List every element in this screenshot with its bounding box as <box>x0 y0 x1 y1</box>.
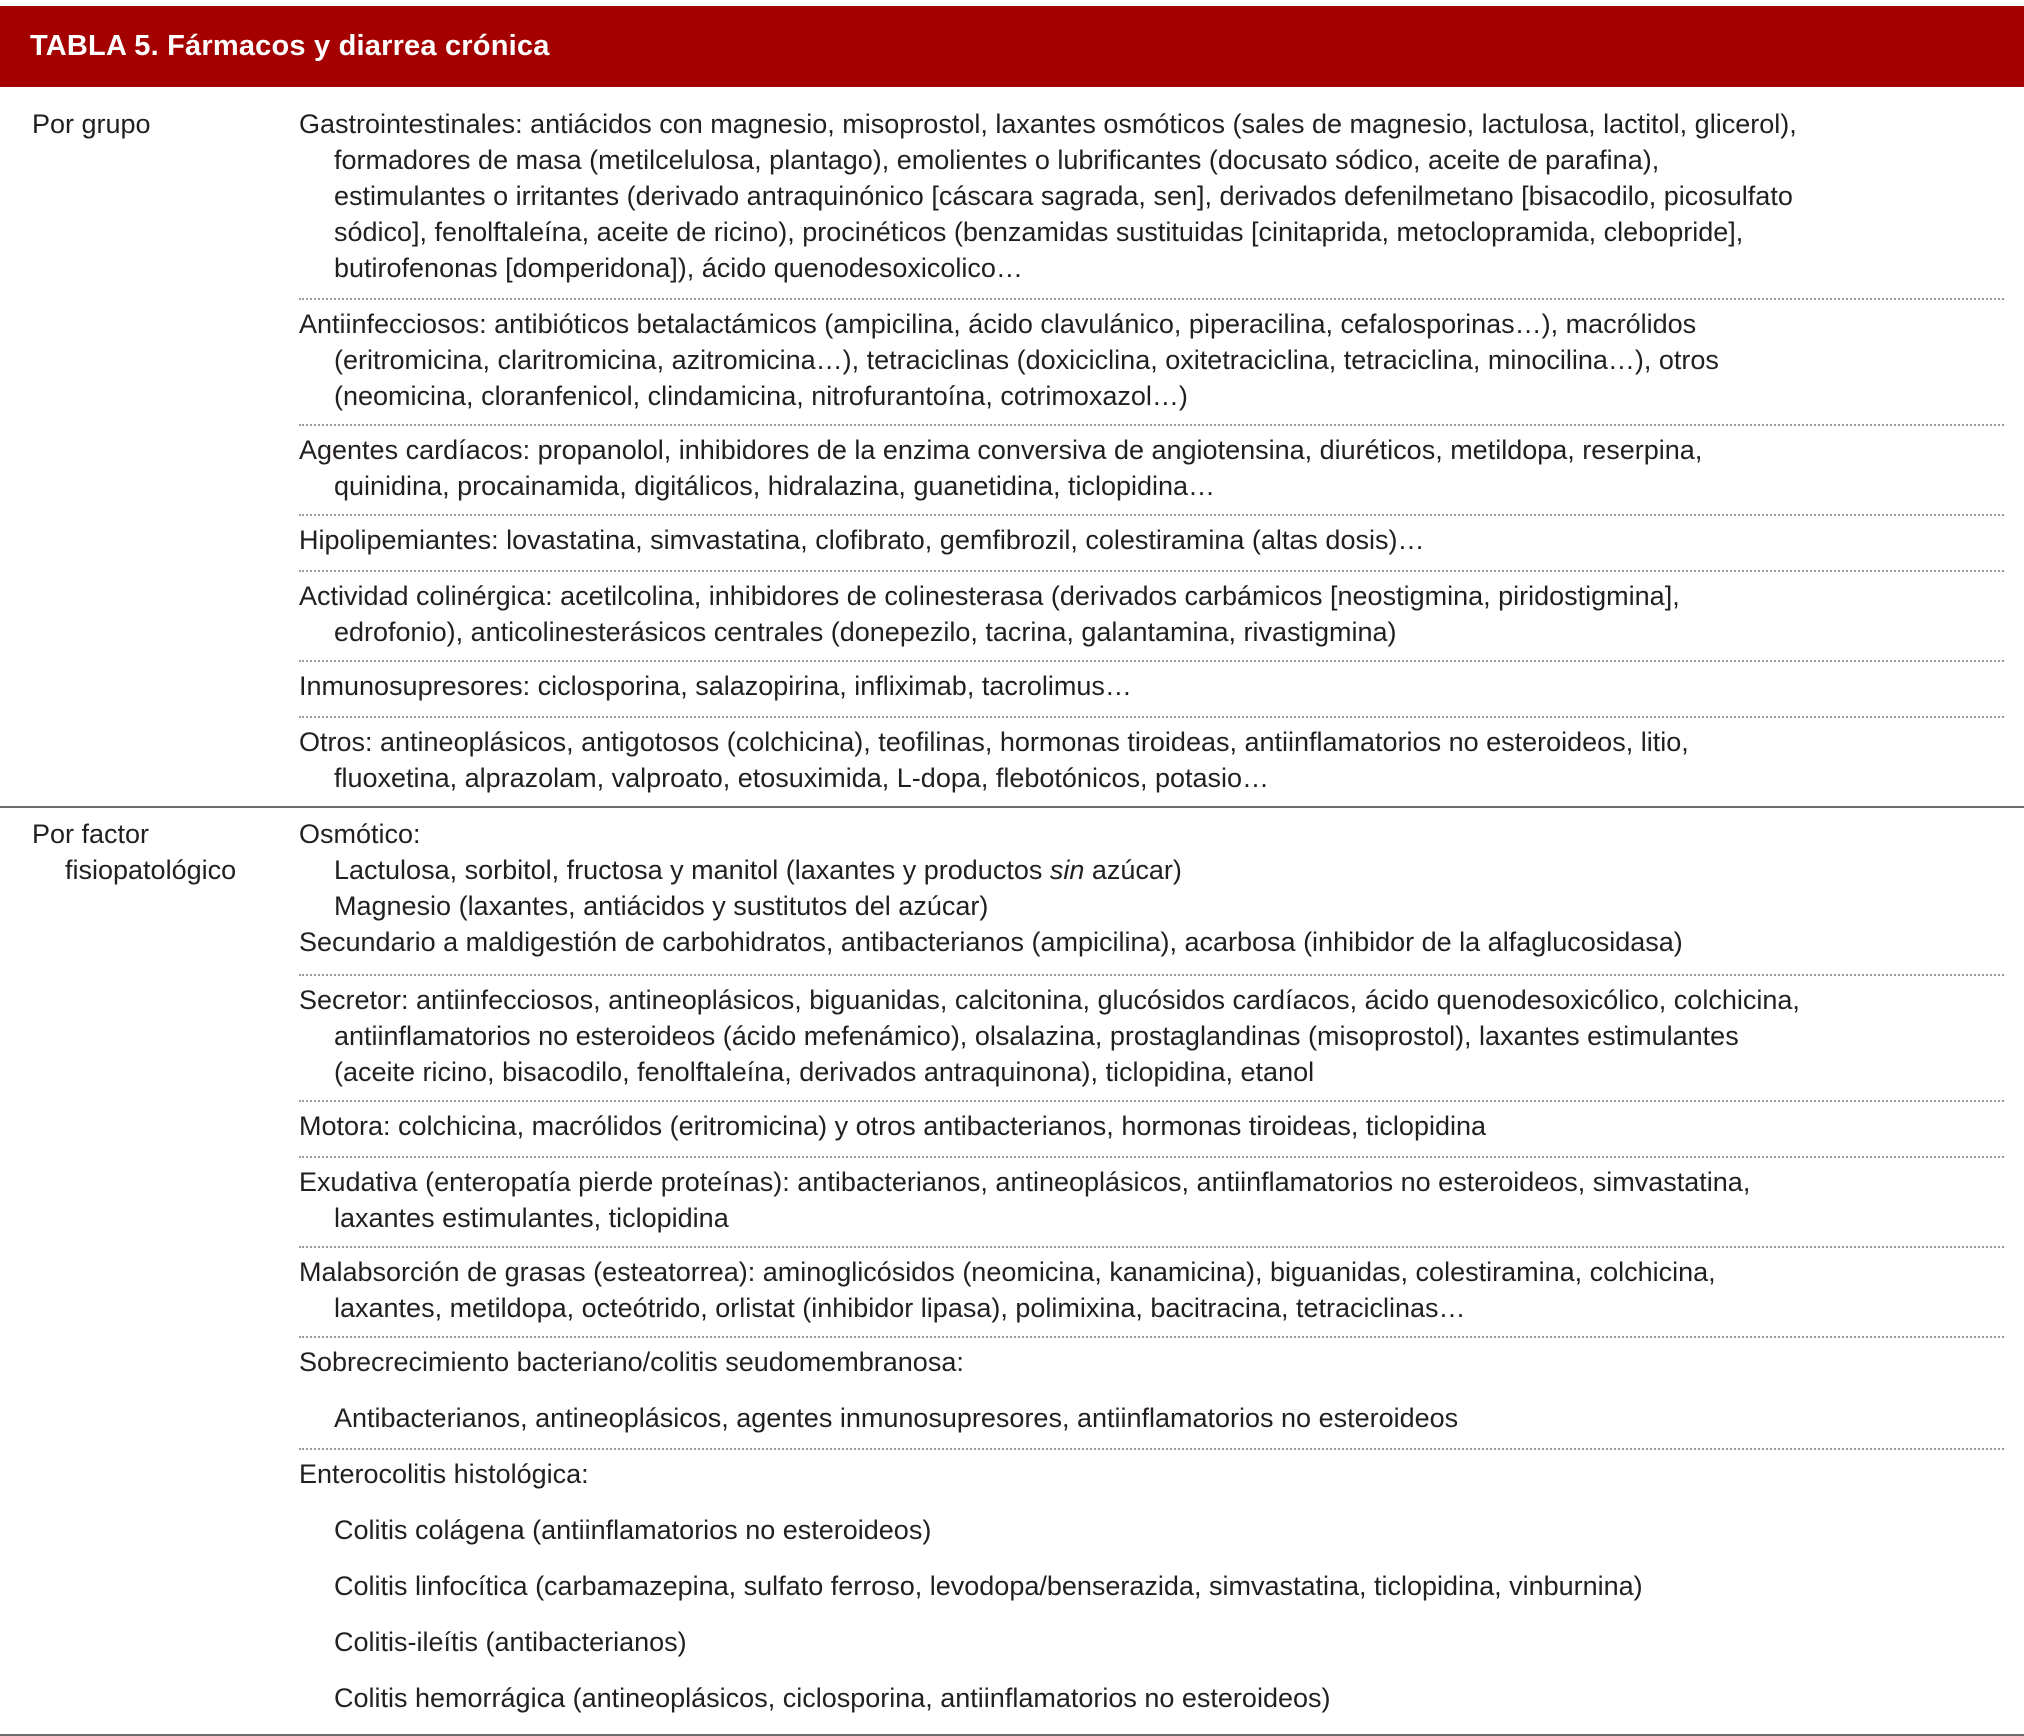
osmotico-line-1: Lactulosa, sorbitol, fructosa y manitol (laxantes y productos sin azúcar) <box>334 855 1182 885</box>
enterocolitis-item: Colitis colágena (antiinflamatorios no esteroideos) <box>334 1515 932 1545</box>
entry-motora: Motora: colchicina, macrólidos (eritromicina) y otros antibacterianos, hormonas tiroideas, ticlopidina <box>299 1100 2004 1144</box>
entry-otros: Otros: antineoplásicos, antigotosos (colchicina), teofilinas, hormonas tiroideas, antiinflamatorios no esteroideos, litio, fluoxetina, alprazolam, valproato, etosuximida, L-dopa, flebotónicos, potasio… <box>299 716 2004 796</box>
table-title-bar <box>0 6 2024 87</box>
entry-enterocolitis: Enterocolitis histológica: Colitis colágena (antiinflamatorios no esteroideos) Colitis linfocítica (carbamazepina, sulfato ferroso, levodopa/benserazida, simvastatina, ticlopidina, vinburnina) Colitis-ileítis (antibacterianos) Colitis hemorrágica (antineoplásicos, ciclosporina, antiinflamatorios no esteroideos) <box>299 1448 2004 1716</box>
enterocolitis-item: Colitis linfocítica (carbamazepina, sulfato ferroso, levodopa/benserazida, simvastatina, ticlopidina, vinburnina) <box>334 1571 1643 1601</box>
table-title: TABLA 5. Fármacos y diarrea crónica <box>30 30 550 62</box>
entry-hipolipemiantes: Hipolipemiantes: lovastatina, simvastatina, clofibrato, gemfibrozil, colestiramina (altas dosis)… <box>299 514 2004 558</box>
group-label-por-grupo: Por grupo <box>32 109 151 139</box>
entry-gastrointestinales: Gastrointestinales: antiácidos con magnesio, misoprostol, laxantes osmóticos (sales de magnesio, lactulosa, lactitol, glicerol), formadores de masa (metilcelulosa, plantago), emolientes o lubrificantes (docusato sódico, aceite de parafina), estimulantes o irritantes (derivado antraquinónico [cáscara sagrada, sen], derivados defenilmetano [bisacodilo, picosulfato sódico], fenolftaleína, aceite de ricino), procinéticos (benzamidas sustituidas [cinitaprida, metoclopramida, clebopride], butirofenonas [domperidona]), ácido quenodesoxicolico… <box>299 109 1797 283</box>
section-divider <box>0 806 2024 808</box>
entry-sobrecrecimiento: Sobrecrecimiento bacteriano/colitis seudomembranosa: Antibacterianos, antineoplásicos, agentes inmunosupresores, antiinflamatorios no esteroideos <box>299 1336 2004 1436</box>
enterocolitis-item: Colitis hemorrágica (antineoplásicos, ciclosporina, antiinflamatorios no esteroideos) <box>334 1683 1331 1713</box>
entry-antiinfecciosos: Antiinfecciosos: antibióticos betalactámicos (ampicilina, ácido clavulánico, piperacilina, cefalosporinas…), macrólidos (eritromicina, claritromicina, azitromicina…), tetraciclinas (doxiciclina, oxitetraciclina, tetraciclina, minocilina…), otros (neomicina, cloranfenicol, clindamicina, nitrofurantoína, cotrimoxazol…) <box>299 298 2004 414</box>
entry-malabsorcion-grasas: Malabsorción de grasas (esteatorrea): aminoglicósidos (neomicina, kanamicina), biguanidas, colestiramina, colchicina, laxantes, metildopa, octeótrido, orlistat (inhibidor lipasa), polimixina, bacitracina, tetraciclinas… <box>299 1246 2004 1326</box>
group-label-por-factor: Por factor fisiopatológico <box>32 819 237 885</box>
entry-inmunosupresores: Inmunosupresores: ciclosporina, salazopirina, infliximab, tacrolimus… <box>299 660 2004 704</box>
entry-exudativa: Exudativa (enteropatía pierde proteínas): antibacterianos, antineoplásicos, antiinflamatorios no esteroideos, simvastatina, laxantes estimulantes, ticlopidina <box>299 1156 2004 1236</box>
entry-secretor: Secretor: antiinfecciosos, antineoplásicos, biguanidas, calcitonina, glucósidos cardíacos, ácido quenodesoxicólico, colchicina, antiinflamatorios no esteroideos (ácido mefenámico), olsalazina, prostaglandinas (misoprostol), laxantes estimulantes (aceite ricino, bisacodilo, fenolftaleína, derivados antraquinona), ticlopidina, etanol <box>299 974 2004 1090</box>
entry-agentes-cardiacos: Agentes cardíacos: propanolol, inhibidores de la enzima conversiva de angiotensina, diuréticos, metildopa, reserpina, quinidina, procainamida, digitálicos, hidralazina, guanetidina, ticlopidina… <box>299 424 2004 504</box>
enterocolitis-item: Colitis-ileítis (antibacterianos) <box>334 1627 687 1657</box>
entry-osmotico: Osmótico: Lactulosa, sorbitol, fructosa y manitol (laxantes y productos sin azúcar) Magnesio (laxantes, antiácidos y sustitutos del azúcar) Secundario a maldigestión de carbohidratos, antibacterianos (ampicilina), acarbosa (inhibidor de la alfaglucosidasa) <box>299 816 2004 960</box>
entry-actividad-colinergica: Actividad colinérgica: acetilcolina, inhibidores de colinesterasa (derivados carbámicos [neostigmina, piridostigmina], edrofonio), anticolinesterásicos centrales (donepezilo, tacrina, galantamina, rivastigmina) <box>299 570 2004 650</box>
